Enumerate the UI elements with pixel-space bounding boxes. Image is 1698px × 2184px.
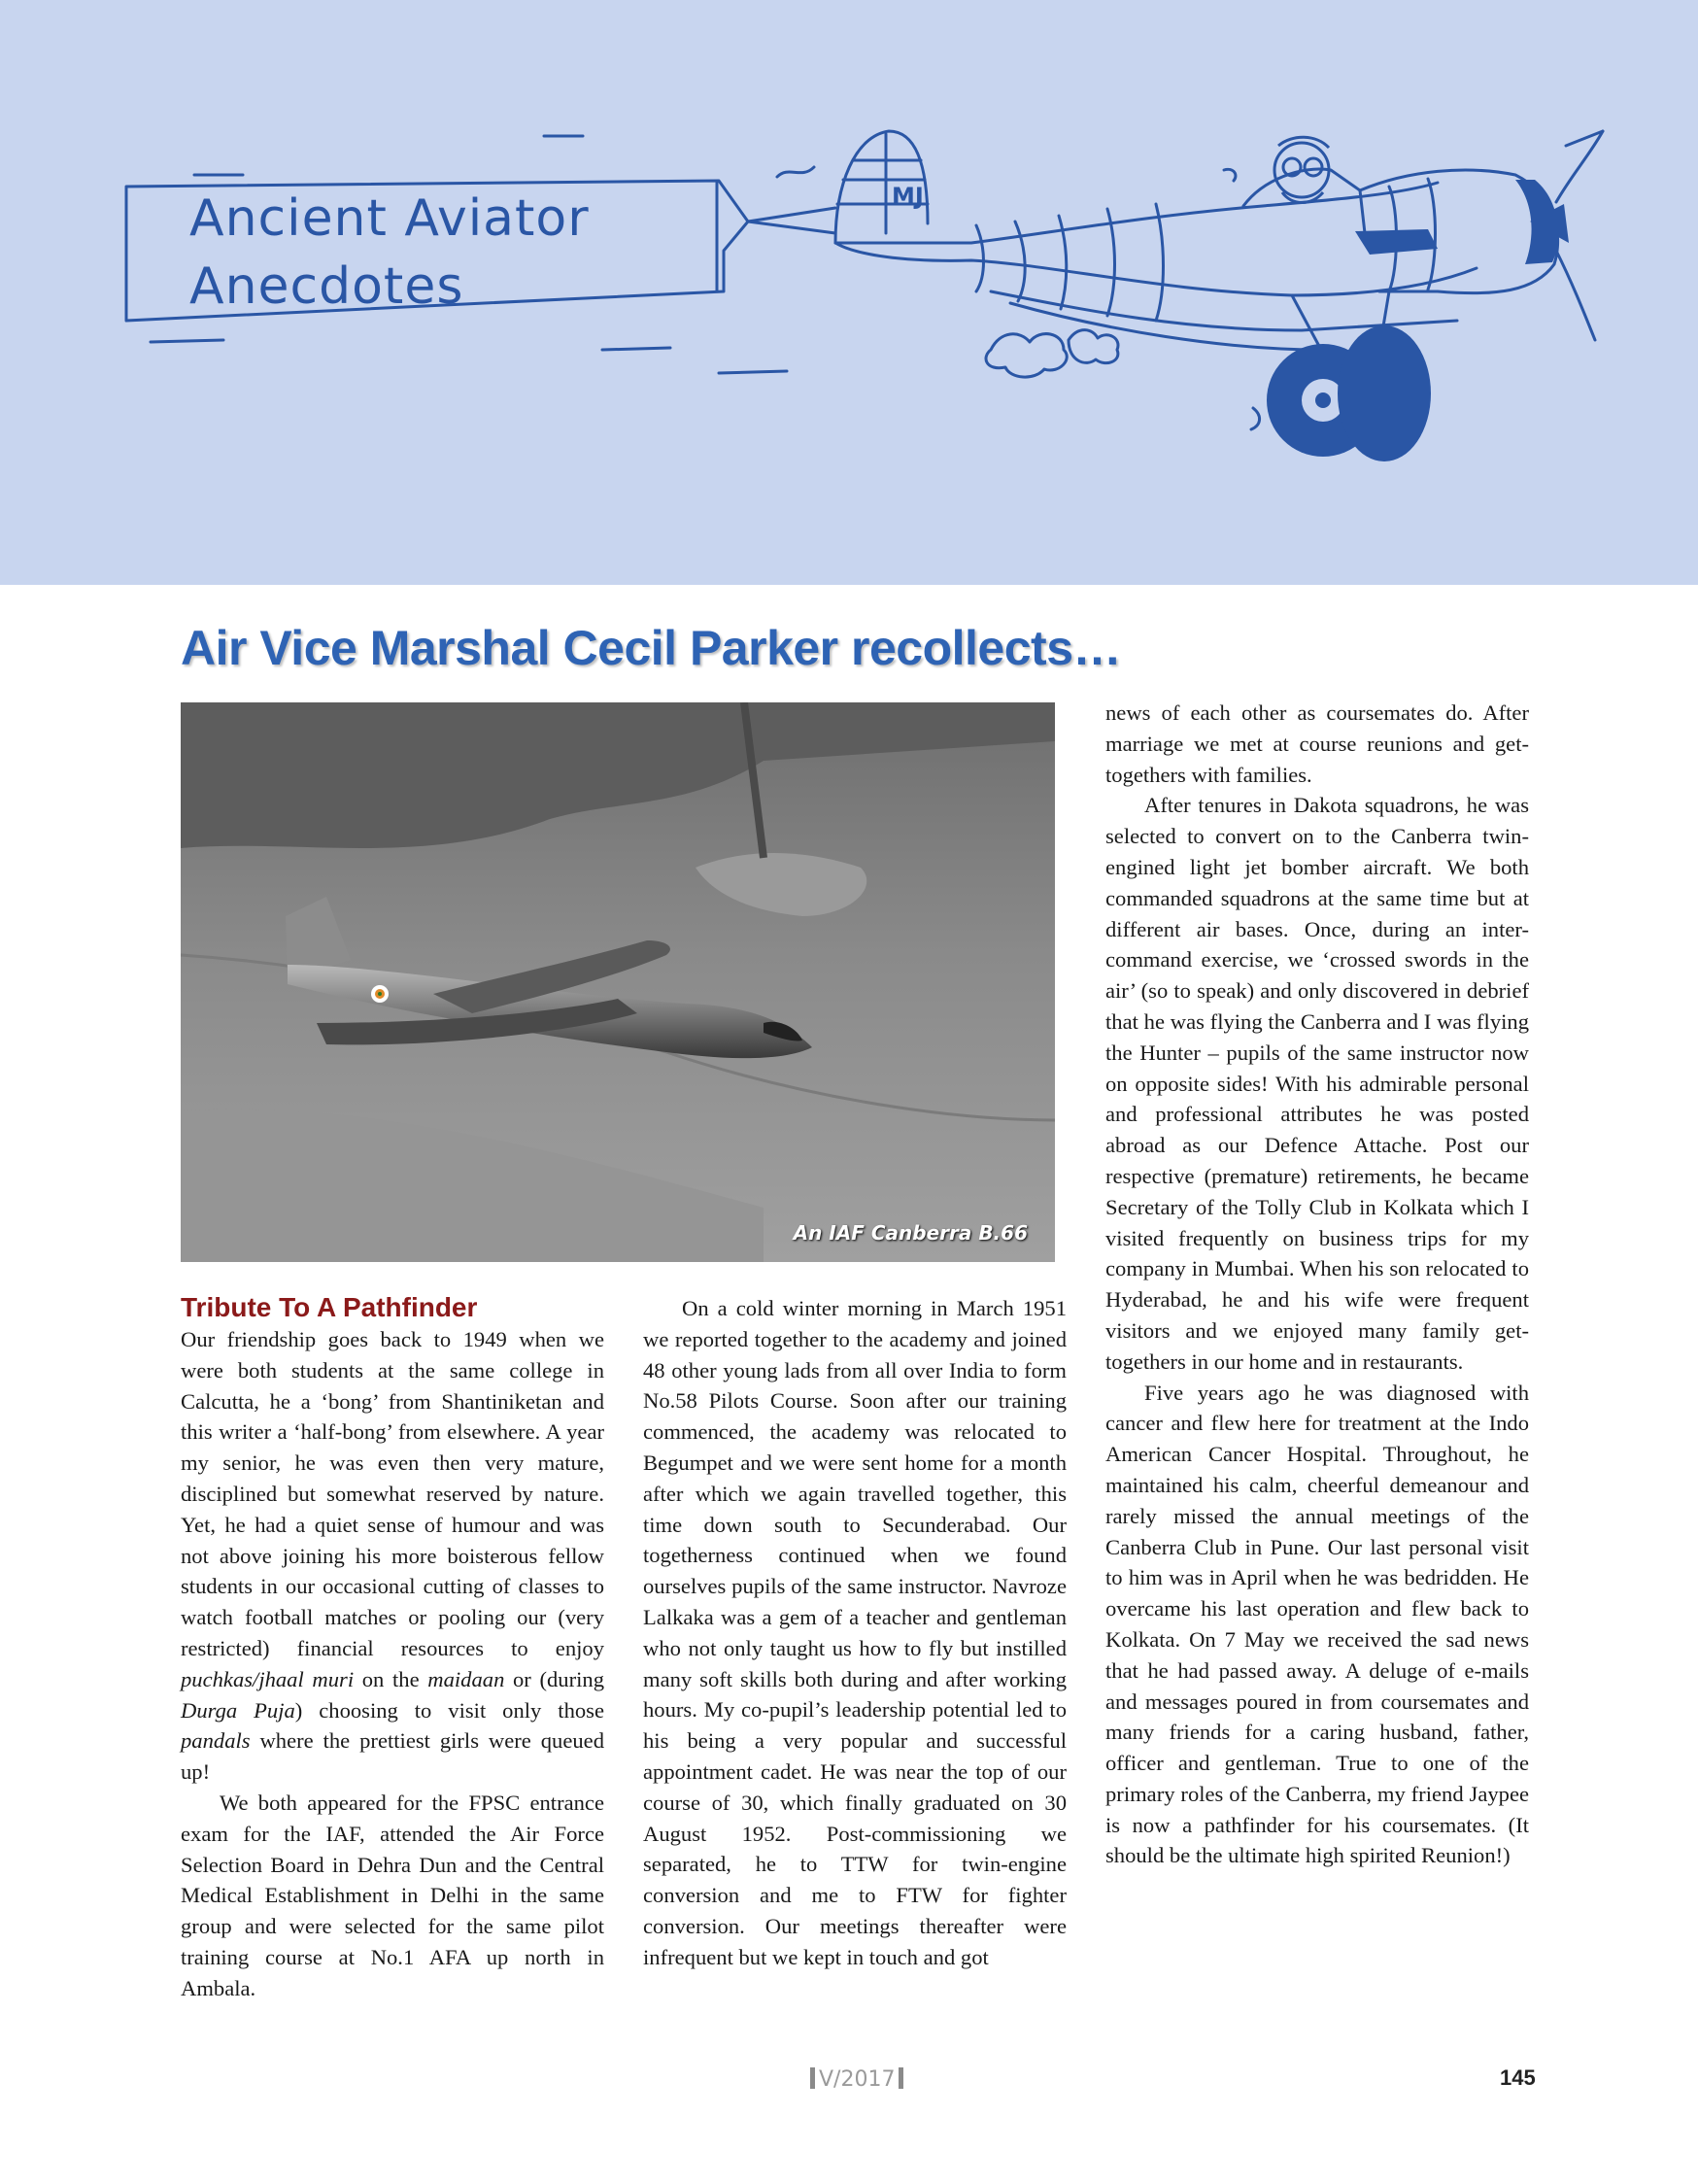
canberra-aircraft-photo xyxy=(181,702,1055,1262)
page-number: 145 xyxy=(1500,2065,1536,2090)
tail-marking: MJ xyxy=(892,183,924,210)
column-2-paragraph-1: On a cold winter morning in March 1951 we reported together to the academy and joined 48 other young lads from all over India to form No.58 Pilots Course. Soon after our training commenced, the academy was relocated to Begumpet and we were sent home for a month after which we again travelled together, this time down south to Secunderabad. Our togetherness continued when we found ourselves pupils of the same instructor. Navroze Lalkaka was a gem of a teacher and gentleman who not only taught us how to fly but instilled many soft skills both during and after working hours. My co-pupil’s leadership potential led to his being a very popular and successful appointment cadet. He was near the top of our course of 30, which finally graduated on 30 August 1952. Post-commissioning we separated, he to TTW for twin-engine conversion and me to FTW for fighter conversion. Our meetings thereafter were infrequent but we kept in touch and got xyxy=(643,1296,1067,1969)
photo-caption: An IAF Canberra B.66 xyxy=(793,1221,1028,1245)
header-banner xyxy=(0,0,1698,585)
article-subhead: Tribute To A Pathfinder xyxy=(181,1292,478,1322)
banner-title-line-1: Ancient Aviator xyxy=(189,189,590,248)
page-footer xyxy=(0,2067,1698,2106)
issue-label xyxy=(806,2067,907,2092)
aircraft-photo xyxy=(181,702,1055,1262)
column-1-paragraph-2: We both appeared for the FPSC entrance exam for the IAF, attended the Air Force Selection Board in Dehra Dun and the Central Medical Establishment in Delhi in the same group and were selected for the same pilot training course at No.1 AFA up north in Ambala. xyxy=(181,1790,604,2000)
column-3-paragraph-2: Five years ago he was diagnosed with cancer and flew here for treatment at the Indo American Cancer Hospital. Throughout, he maintained his calm, cheerful demeanour and rarely missed the annual meetings of the Canberra Club in Pune. Our last personal visit to him was in April when he was bedridden. He overcame his last operation and flew back to Kolkata. On 7 May we received the sad news that he had passed away. A deluge of e-mails and messages poured in from coursemates and many friends for a caring husband, father, officer and gentleman. True to one of the primary roles of the Canberra, my friend Jaypee is now a pathfinder for his coursemates. (It should be the ultimate high spirited Reunion!) xyxy=(1105,1380,1529,1868)
banner-title xyxy=(189,185,590,321)
article-headline: Air Vice Marshal Cecil Parker recollects… xyxy=(181,621,1122,675)
column-3-paragraph-0: news of each other as coursemates do. After marriage we met at course reunions and get-togethers with families. xyxy=(1105,700,1529,787)
article-column-3 xyxy=(1105,698,1529,1871)
column-3-paragraph-1: After tenures in Dakota squadrons, he was selected to convert on to the Canberra twin-engined light jet bomber aircraft. We both commanded squadrons at the same time but at different air bases. Once, during an inter-command exercise, we ‘crossed swords in the air’ (so to speak) and only discovered in debrief that he was flying the Canberra and I was flying the Hunter – pupils of the same instructor now on opposite sides! With his admirable personal and professional attributes he was posted abroad as our Defence Attache. Post our respective (premature) retirements, he became Secretary of the Tolly Club in Kolkata which I visited frequently on business trips for my company in Mumbai. When his son relocated to Hyderabad, he and his wife were frequent visitors and we enjoyed many family get-togethers in our home and in restaurants. xyxy=(1105,793,1529,1374)
column-1-paragraph-1: Our friendship goes back to 1949 when we were both students at the same college in Calcutta, he a ‘bong’ from Shantiniketan and this writer a ‘half-bong’ from elsewhere. A year my senior, he was even then very mature, disciplined but somewhat reserved by nature. Yet, he had a quiet sense of humour and was not above joining his more boisterous fellow students in our occasional cutting of classes to watch football matches or pooling our (very restricted) financial resources to enjoy puchkas/jhaal muri on the maidaan or (during Durga Puja) choosing to visit only those pandals where the prettiest girls were queued up! xyxy=(181,1327,605,1785)
banner-title-line-2: Anecdotes xyxy=(189,257,464,316)
article-column-2 xyxy=(643,1293,1067,1973)
article-column-1 xyxy=(181,1324,604,2004)
issue-bar-right xyxy=(899,2067,903,2089)
issue-bar-left xyxy=(810,2067,815,2089)
issue-text: V/2017 xyxy=(819,2067,896,2092)
